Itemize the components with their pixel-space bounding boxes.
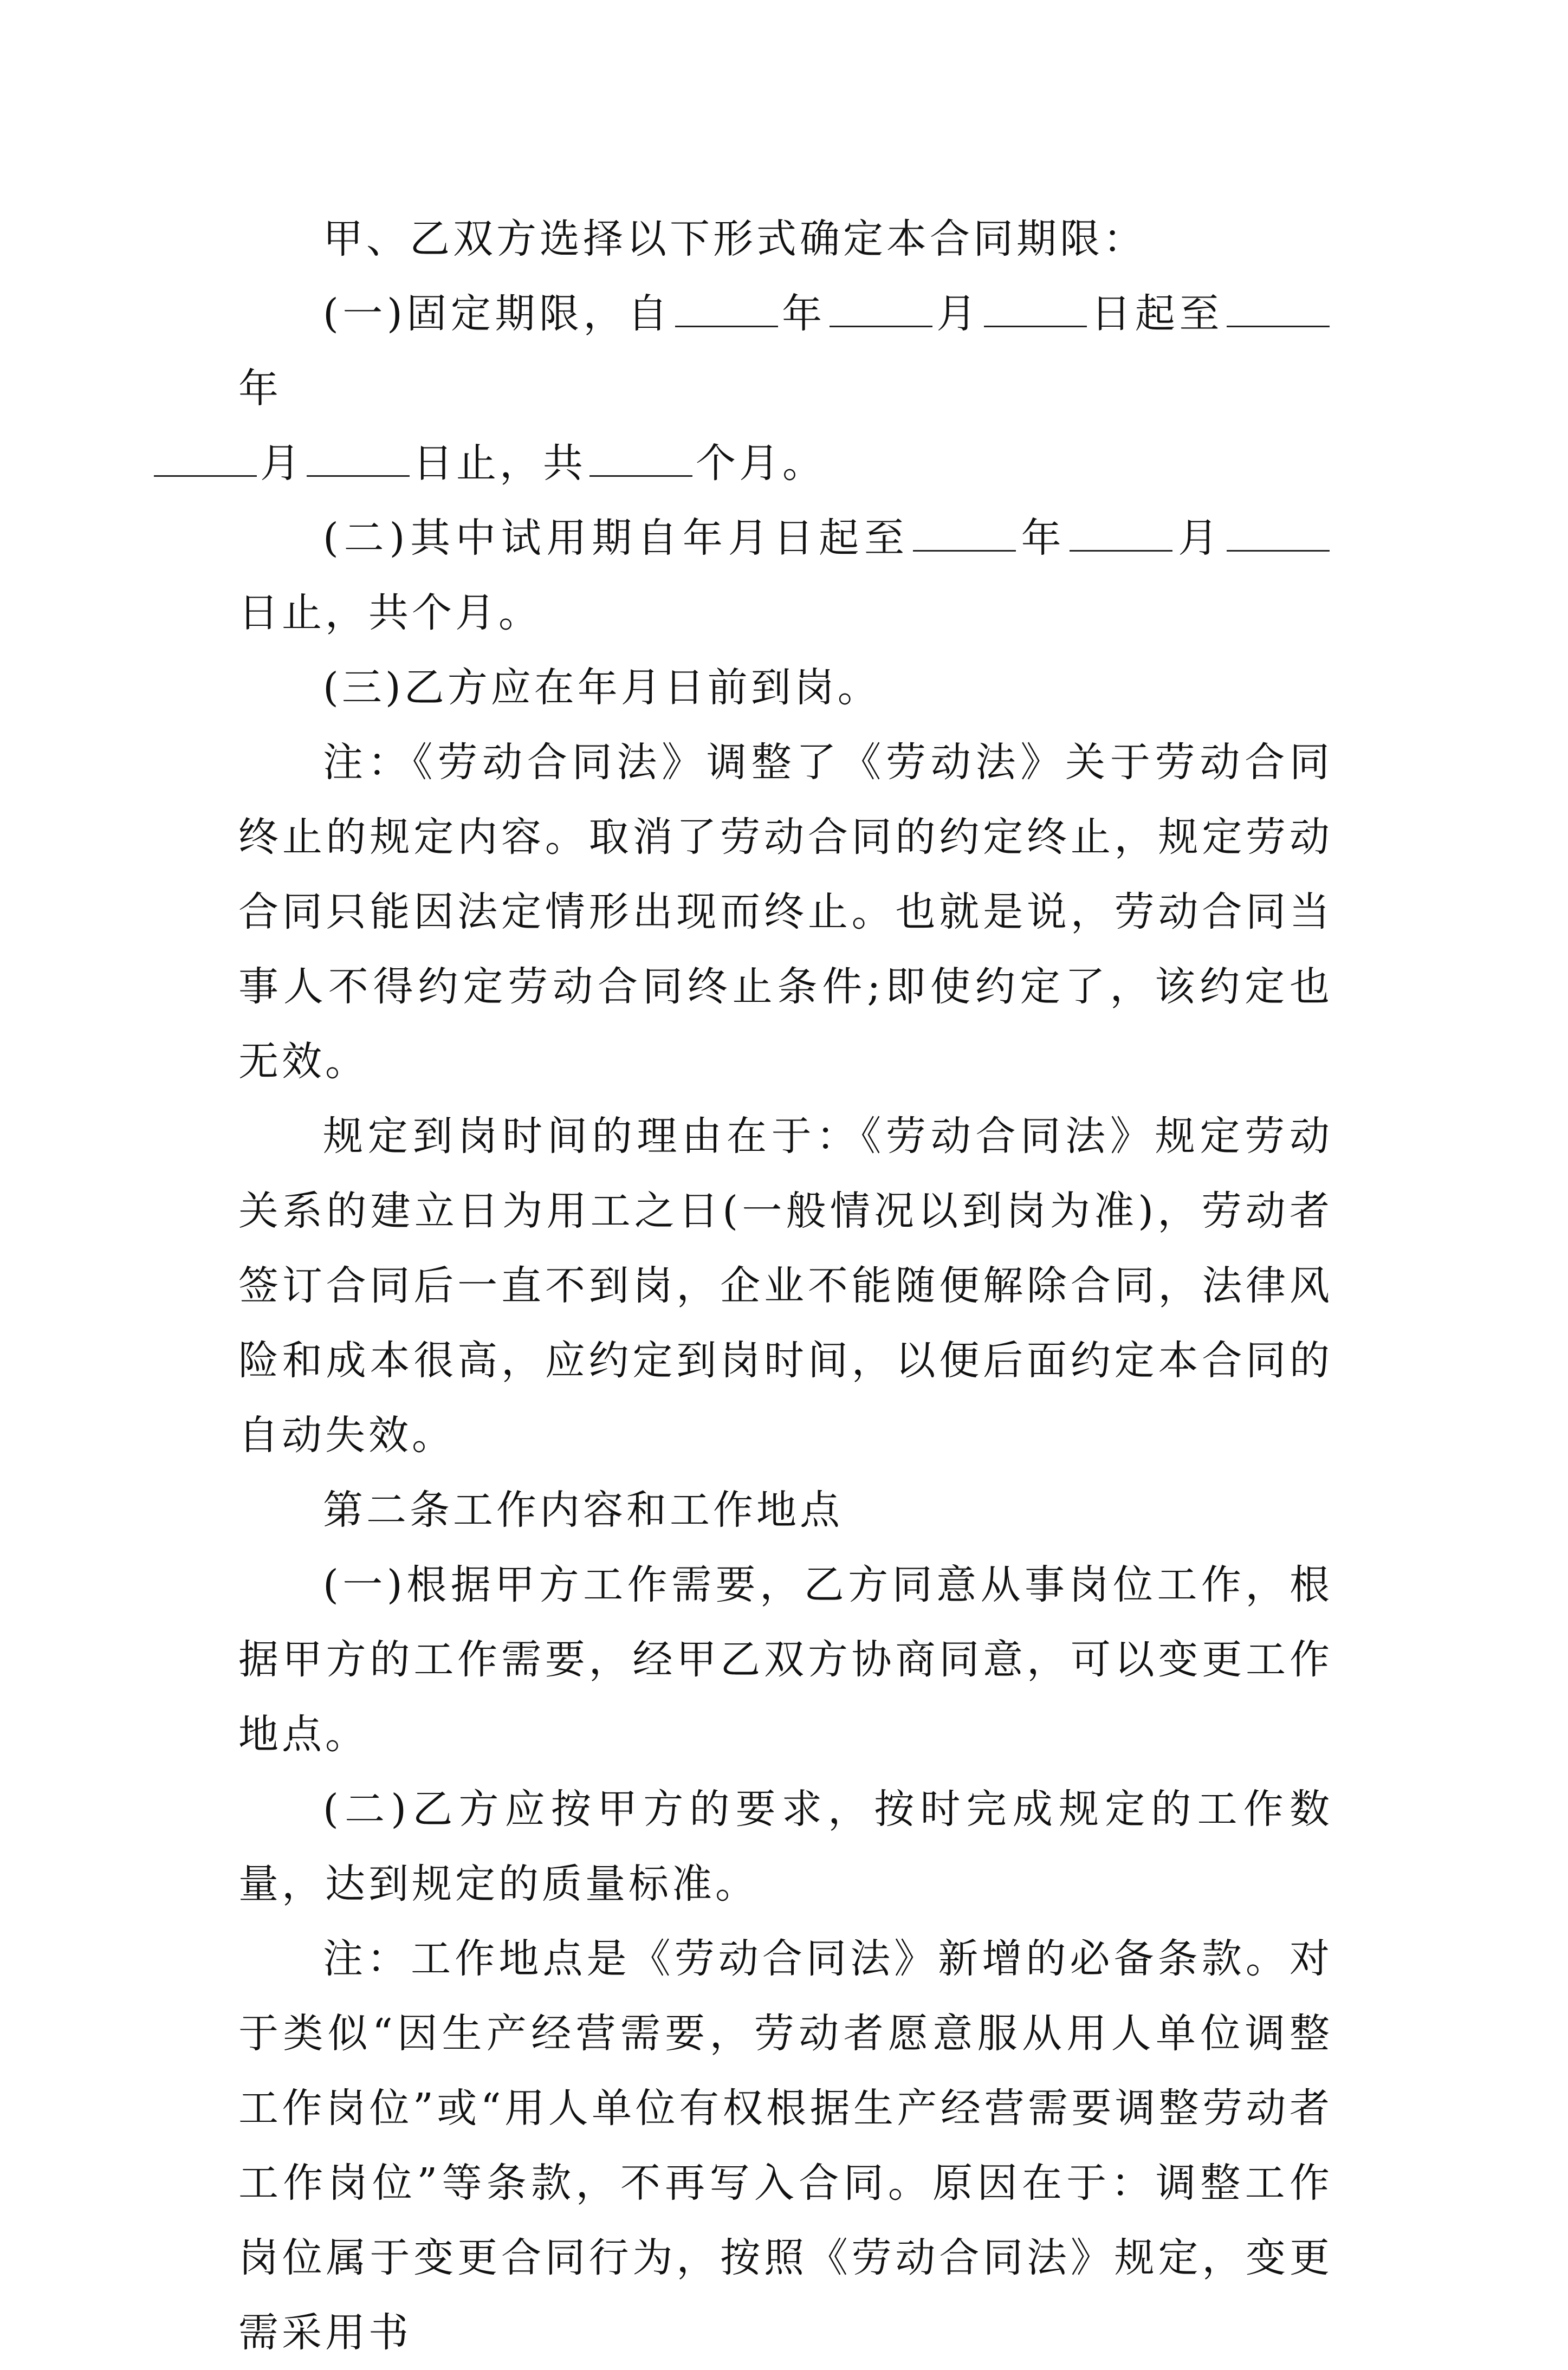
text-segment: 年 <box>781 290 826 337</box>
paragraph-probation <box>238 501 1333 650</box>
text-segment: 年 <box>238 365 282 412</box>
text-segment: 日止，共个月。 <box>238 590 542 636</box>
blank-field[interactable] <box>307 442 410 477</box>
blank-field[interactable] <box>1227 292 1330 327</box>
text-segment: 日起至 <box>1090 290 1224 337</box>
paragraph-start-date: (三)乙方应在年月日前到岗。 <box>323 664 881 711</box>
text-segment: 年 <box>1019 515 1067 561</box>
blank-field[interactable] <box>830 292 932 327</box>
blank-field[interactable] <box>154 442 257 477</box>
blank-field[interactable] <box>1227 516 1330 552</box>
section-heading-article-2: 第二条工作内容和工作地点 <box>323 1487 843 1533</box>
text-segment: 日止，共 <box>413 440 586 487</box>
blank-field[interactable] <box>913 516 1016 552</box>
paragraph-fixed-term <box>238 276 1333 501</box>
paragraph-term-intro: 甲、乙双方选择以下形式确定本合同期限： <box>323 216 1146 262</box>
blank-field[interactable] <box>984 292 1087 327</box>
paragraph-start-reason: 规定到岗时间的理由在于：《劳动合同法》规定劳动关系的建立日为用工之日(一般情况以到岗为准)，劳动者签订合同后一直不到岗，企业不能随便解除合同，法律风险和成本很高，应约定到岗时间，以便后面约定本合同的自动失效。 <box>238 1113 1333 1459</box>
blank-field[interactable] <box>1070 516 1172 552</box>
paragraph-work-quality: (二)乙方应按甲方的要求，按时完成规定的工作数量，达到规定的质量标准。 <box>238 1786 1333 1907</box>
paragraph-note-location: 注：工作地点是《劳动合同法》新增的必备条款。对于类似“因生产经营需要，劳动者愿意服从用人单位调整工作岗位”或“用人单位有权根据生产经营需要调整劳动者工作岗位”等条款，不再写入合同。原因在于：调整工作岗位属于变更合同行为，按照《劳动合同法》规定，变更需采用书 <box>238 1935 1333 2356</box>
document-body <box>238 202 1333 2370</box>
paragraph-note-termination: 注：《劳动合同法》调整了《劳动法》关于劳动合同终止的规定内容。取消了劳动合同的约定终止，规定劳动合同只能因法定情形出现而终止。也就是说，劳动合同当事人不得约定劳动合同终止条件;即使约定了，该约定也无效。 <box>238 739 1333 1085</box>
text-segment: 月 <box>260 440 303 487</box>
blank-field[interactable] <box>589 442 692 477</box>
text-segment: 月 <box>1176 515 1224 561</box>
text-segment: 个月。 <box>696 440 826 487</box>
blank-field[interactable] <box>675 292 778 327</box>
text-segment: 月 <box>935 290 981 337</box>
text-segment: (一)固定期限，自 <box>323 290 672 337</box>
paragraph-work-content: (一)根据甲方工作需要，乙方同意从事岗位工作，根据甲方的工作需要，经甲乙双方协商同意，可以变更工作地点。 <box>238 1562 1333 1758</box>
text-segment: (二)其中试用期自年月日起至 <box>323 515 910 561</box>
